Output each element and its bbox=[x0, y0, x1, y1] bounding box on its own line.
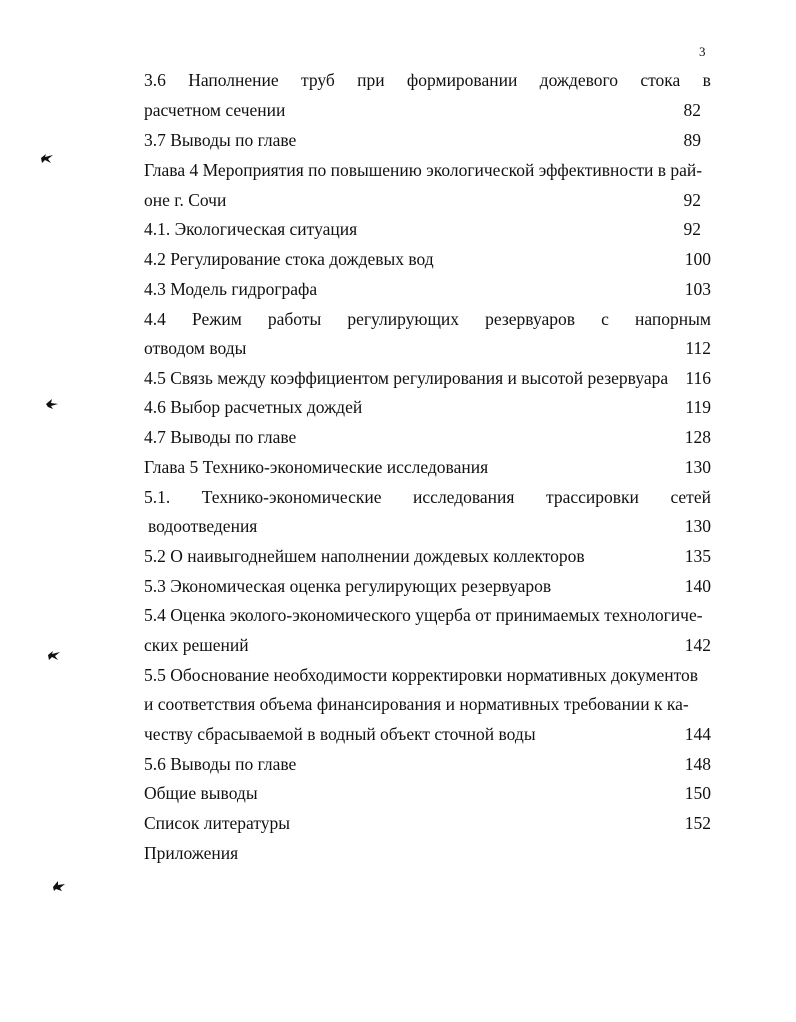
toc-entry bbox=[144, 249, 711, 269]
toc-entry bbox=[144, 190, 701, 210]
word: Наполнение bbox=[188, 70, 279, 90]
toc-line-appendices: Приложения bbox=[144, 843, 239, 863]
toc-entry bbox=[144, 754, 711, 774]
toc-entry-page: 142 bbox=[684, 635, 711, 655]
toc-entry-page: 103 bbox=[684, 279, 711, 299]
toc-entry-title: 4.7 Выводы по главе bbox=[144, 427, 297, 447]
toc-entry-title: 4.2 Регулирование стока дождевых вод bbox=[144, 249, 434, 269]
toc-entry-page: 140 bbox=[684, 576, 711, 596]
word: резервуаров bbox=[485, 309, 576, 329]
toc-line-5-1 bbox=[144, 487, 711, 507]
toc-entry-title: 4.3 Модель гидрографа bbox=[144, 279, 318, 299]
toc-entry-title: 4.1. Экологическая ситуация bbox=[144, 219, 358, 239]
toc-line-5-5-cont: и соответствия объема финансирования и нормативных требовании к ка- bbox=[144, 694, 689, 714]
toc-entry bbox=[144, 219, 701, 239]
word: труб bbox=[300, 70, 335, 90]
word: трассировки bbox=[545, 487, 639, 507]
toc-entry-title: водоотведения bbox=[148, 516, 258, 536]
toc-entry bbox=[144, 130, 701, 150]
toc-entry bbox=[148, 516, 711, 536]
scan-mark-icon bbox=[47, 649, 59, 661]
scan-mark-icon bbox=[40, 152, 52, 164]
toc-entry-page: 92 bbox=[683, 190, 701, 210]
toc-entry-title: расчетном сечении bbox=[144, 100, 286, 120]
toc-entry-page: 89 bbox=[683, 130, 701, 150]
toc-entry-title: 5.6 Выводы по главе bbox=[144, 754, 297, 774]
toc-entry-title: честву сбрасываемой в водный объект сточной воды bbox=[144, 724, 536, 744]
word: дождевого bbox=[539, 70, 619, 90]
toc-entry-title: Список литературы bbox=[144, 813, 291, 833]
toc-entry-title: ских решений bbox=[144, 635, 249, 655]
toc-line-chapter-4: Глава 4 Мероприятия по повышению экологической эффективности в рай- bbox=[144, 160, 703, 180]
word: напорным bbox=[635, 309, 711, 329]
toc-entry-page: 144 bbox=[684, 724, 711, 744]
toc-entry-page: 116 bbox=[685, 368, 711, 388]
word: исследования bbox=[413, 487, 515, 507]
word: при bbox=[357, 70, 385, 90]
word: в bbox=[702, 70, 711, 90]
toc-entry-page: 128 bbox=[684, 427, 711, 447]
word: работы bbox=[267, 309, 322, 329]
toc-entry-page: 92 bbox=[683, 219, 701, 239]
word: формировании bbox=[406, 70, 518, 90]
scan-mark-icon bbox=[52, 880, 64, 892]
toc-entry-title: Глава 5 Технико-экономические исследования bbox=[144, 457, 489, 477]
toc-entry bbox=[144, 100, 701, 120]
toc-entry-page: 148 bbox=[684, 754, 711, 774]
word: регулирующих bbox=[347, 309, 460, 329]
toc-entry bbox=[144, 457, 711, 477]
toc-entry-page: 130 bbox=[684, 457, 711, 477]
page-number: 3 bbox=[699, 44, 706, 59]
toc-line-4-4 bbox=[144, 309, 711, 329]
toc-entry-title: отводом воды bbox=[144, 338, 247, 358]
toc-entry bbox=[144, 338, 711, 358]
word: 3.6 bbox=[144, 70, 166, 90]
word: 4.4 bbox=[144, 309, 166, 329]
toc-entry-title: 5.2 О наивыгоднейшем наполнении дождевых коллекторов bbox=[144, 546, 585, 566]
toc-entry bbox=[144, 813, 711, 833]
toc-entry bbox=[144, 427, 711, 447]
toc-entry bbox=[144, 368, 711, 388]
toc-entry-page: 135 bbox=[684, 546, 711, 566]
toc-entry bbox=[144, 546, 711, 566]
toc-entry-page: 100 bbox=[684, 249, 711, 269]
toc-entry-page: 150 bbox=[684, 783, 711, 803]
toc-entry-title: 4.5 Связь между коэффициентом регулирования и высотой резервуара bbox=[144, 368, 669, 388]
scan-mark-icon bbox=[45, 398, 57, 410]
toc-entry bbox=[144, 576, 711, 596]
toc-entry bbox=[144, 724, 711, 744]
toc-line-5-4: 5.4 Оценка эколого-экономического ущерба от принимаемых технологиче- bbox=[144, 605, 703, 625]
word: Технико-экономические bbox=[201, 487, 382, 507]
word: сетей bbox=[670, 487, 711, 507]
toc-entry bbox=[144, 279, 711, 299]
toc-entry-page: 119 bbox=[685, 397, 711, 417]
toc-entry-page: 112 bbox=[685, 338, 711, 358]
toc-entry-page: 152 bbox=[684, 813, 711, 833]
toc-entry-title: 5.3 Экономическая оценка регулирующих резервуаров bbox=[144, 576, 552, 596]
toc-entry bbox=[144, 397, 711, 417]
toc-line-5-5: 5.5 Обоснование необходимости корректировки нормативных документов bbox=[144, 665, 699, 685]
toc-line-3-6 bbox=[144, 70, 711, 90]
toc-entry bbox=[144, 635, 711, 655]
toc-entry-page: 130 bbox=[684, 516, 711, 536]
toc-entry-title: Общие выводы bbox=[144, 783, 258, 803]
toc-entry bbox=[144, 783, 711, 803]
word: 5.1. bbox=[144, 487, 171, 507]
toc-entry-title: оне г. Сочи bbox=[144, 190, 227, 210]
word: Режим bbox=[191, 309, 242, 329]
word: стока bbox=[640, 70, 681, 90]
toc-entry-title: 4.6 Выбор расчетных дождей bbox=[144, 397, 363, 417]
toc-entry-page: 82 bbox=[683, 100, 701, 120]
toc-entry-title: 3.7 Выводы по главе bbox=[144, 130, 297, 150]
word: с bbox=[601, 309, 609, 329]
